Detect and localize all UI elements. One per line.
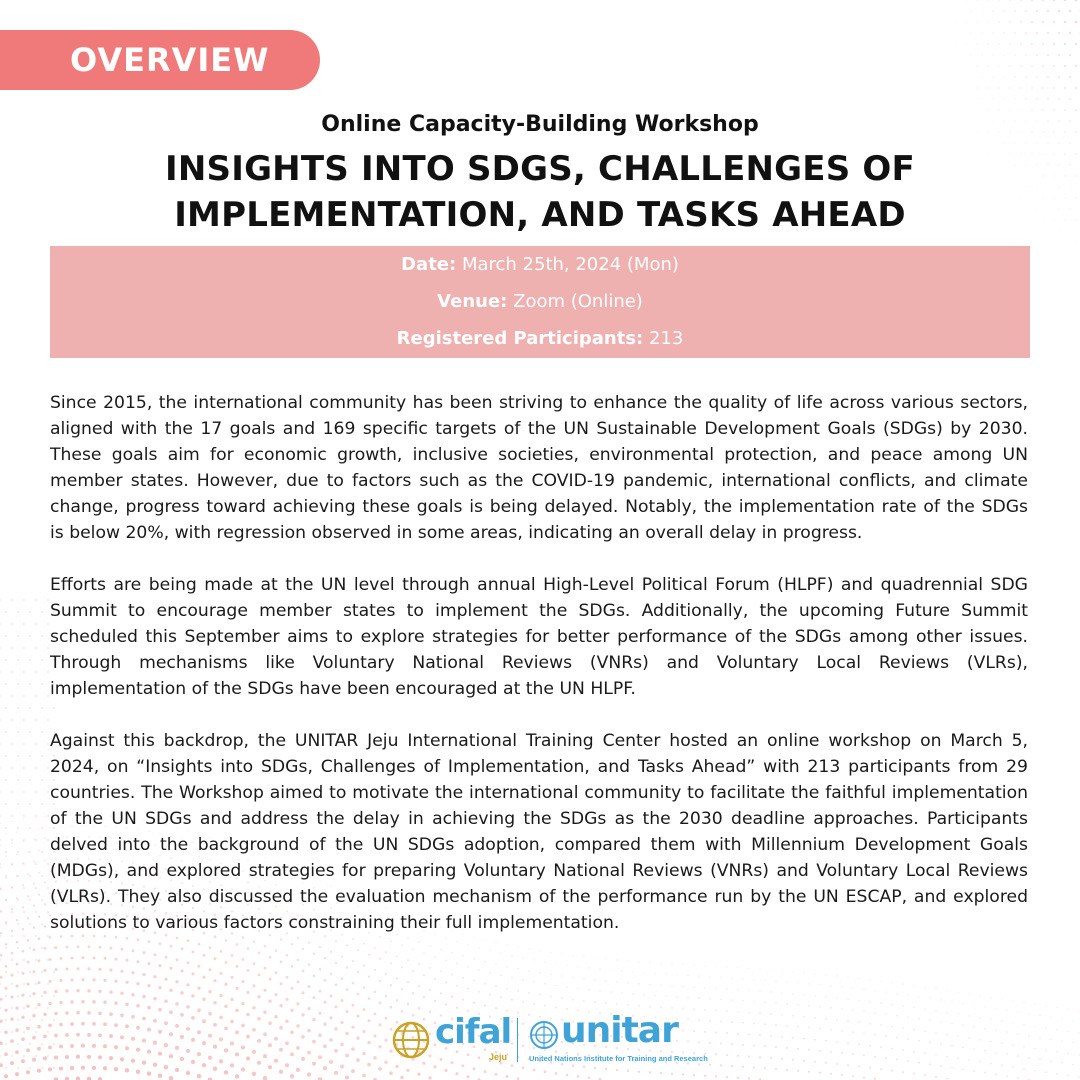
cifal-logo [385, 1012, 520, 1068]
participants-row [50, 320, 1030, 357]
paragraph-2: Efforts are being made at the UN level through annual High-Level Political Forum (HLPF) and quadrennial SDG Summit to encourage member states to implement the SDGs. Additionally, the upcoming Future Summit scheduled this September aims to explore strategies for better performance of the SDGs among other issues. Through mechanisms like Voluntary National Reviews (VNRs) and Voluntary Local Reviews (VLRs), implementation of the SDGs have been encouraged at the UN HLPF. [50, 575, 1028, 699]
cifal-wordmark: cifal [435, 1012, 512, 1052]
paragraph-1: Since 2015, the international community has been striving to enhance the quality of life across various sectors, aligned with the 17 goals and 169 specific targets of the UN Sustainable Development Goals (SDGs) by 2030. These goals aim for economic growth, inclusive societies, environmental protection, and peace among UN member states. However, due to factors such as the COVID-19 pandemic, international conflicts, and climate change, progress toward achieving these goals is being delayed. Notably, the implementation rate of the SDGs is below 20%, with regression observed in some areas, indicating an overall delay in progress. [50, 393, 1028, 543]
footer-logos [385, 1010, 708, 1068]
un-emblem-icon [529, 1020, 559, 1050]
globe-icon [391, 1020, 431, 1060]
unitar-logo [527, 1010, 708, 1068]
overview-tab [0, 30, 320, 90]
event-info-box [50, 246, 1030, 358]
workshop-subtitle: Online Capacity-Building Workshop [321, 112, 759, 137]
date-label: Date: [401, 254, 457, 275]
paragraph-3: Against this backdrop, the UNITAR Jeju International Training Center hosted an online workshop on March 5, 2024, on “Insights into SDGs, Challenges of Implementation, and Tasks Ahead” with 213 participants from 29 countries. The Workshop aimed to motivate the international community to facilitate the faithful implementation of the UN SDGs and address the delay in achieving the SDGs as the 2030 deadline approaches. Participants delved into the background of the UN SDGs adoption, compared them with Millennium Development Goals (MDGs), and explored strategies for preparing Voluntary National Reviews (VNRs) and Voluntary Local Reviews (VLRs). They also discussed the evaluation mechanism of the performance run by the UN ESCAP, and explored solutions to various factors constraining their full implementation. [50, 731, 1028, 933]
overview-tab-label: OVERVIEW [70, 41, 270, 79]
date-value: March 25th, 2024 (Mon) [461, 254, 679, 275]
participants-label: Registered Participants: [396, 328, 644, 349]
unitar-tagline: United Nations Institute for Training and Research [529, 1054, 708, 1063]
venue-value: Zoom (Online) [513, 291, 643, 312]
page-title: INSIGHTS INTO SDGS, CHALLENGES OF IMPLEMENTATION, AND TASKS AHEAD [165, 149, 915, 235]
unitar-wordmark: unitar [561, 1010, 678, 1051]
date-row [50, 246, 1030, 283]
venue-row [50, 283, 1030, 320]
participants-value: 213 [648, 328, 684, 349]
logo-divider [517, 1018, 518, 1062]
cifal-jeju-label: Jeju [489, 1052, 508, 1062]
overview-body [50, 390, 1028, 962]
venue-label: Venue: [437, 291, 508, 312]
